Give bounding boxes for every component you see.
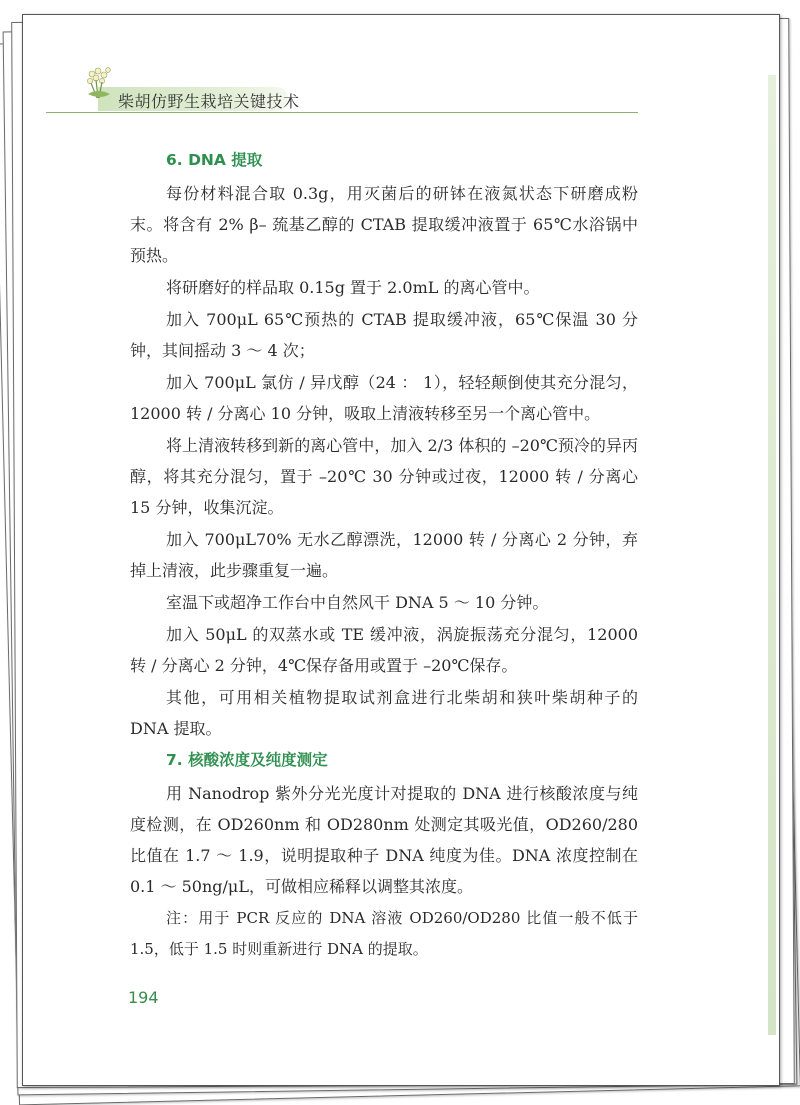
flower-logo-icon [80,64,122,108]
paragraph: 室温下或超净工作台中自然风干 DNA 5 ～ 10 分钟。 [166,593,549,612]
page-edge-band [768,75,776,1035]
header-divider [46,112,638,113]
paragraph: 加入 50μL 的双蒸水或 TE 缓冲液，涡旋振荡充分混匀，12000 转 / 分离心 2 分钟，4℃保存备用或置于 –20℃保存。 [130,625,638,675]
note-paragraph: 注：用于 PCR 反应的 DNA 溶液 OD260/OD280 比值一般不低于 1.5，低于 1.5 时则重新进行 DNA 的提取。 [130,909,638,958]
section-nucleic-acid-measurement [130,745,638,965]
paragraph: 加入 700μL 65℃预热的 CTAB 提取缓冲液，65℃保温 30 分钟，其间摇动 3 ～ 4 次； [130,310,638,360]
section-dna-extraction [130,145,638,744]
page-number: 194 [128,988,159,1007]
paragraph: 其他，可用相关植物提取试剂盒进行北柴胡和狭叶柴胡种子的 DNA 提取。 [130,688,638,738]
header-title: 柴胡仿野生栽培关键技术 [118,92,300,111]
paragraph: 加入 700μL 氯仿 / 异戊醇（24 ： 1），轻轻颠倒使其充分混匀，12000 转 / 分离心 10 分钟，吸取上清液转移至另一个离心管中。 [130,373,638,423]
paragraph: 将上清液转移到新的离心管中，加入 2/3 体积的 –20℃预冷的异丙醇，将其充分混匀，置于 –20℃ 30 分钟或过夜，12000 转 / 分离心 15 分钟，收集沉淀。 [130,436,638,517]
section-heading: 6. DNA 提取 [166,151,263,169]
page-content [130,145,638,966]
paragraph: 将研磨好的样品取 0.15g 置于 2.0mL 的离心管中。 [166,278,540,297]
paragraph: 加入 700μL70% 无水乙醇漂洗，12000 转 / 分离心 2 分钟，弃掉上清液，此步骤重复一遍。 [130,530,638,580]
running-header [90,82,650,112]
paragraph: 每份材料混合取 0.3g，用灭菌后的研钵在液氮状态下研磨成粉末。将含有 2% β– 巯基乙醇的 CTAB 提取缓冲液置于 65℃水浴锅中预热。 [130,184,638,265]
paragraph: 用 Nanodrop 紫外分光光度计对提取的 DNA 进行核酸浓度与纯度检测，在 OD260nm 和 OD280nm 处测定其吸光值，OD260/280 比值在 1.7 ～ 1.9，说明提取种子 DNA 纯度为佳。DNA 浓度控制在 0.1 ～ 50ng/μL，可做相应稀释以调整其浓度。 [130,784,638,896]
section-heading: 7. 核酸浓度及纯度测定 [166,751,328,769]
